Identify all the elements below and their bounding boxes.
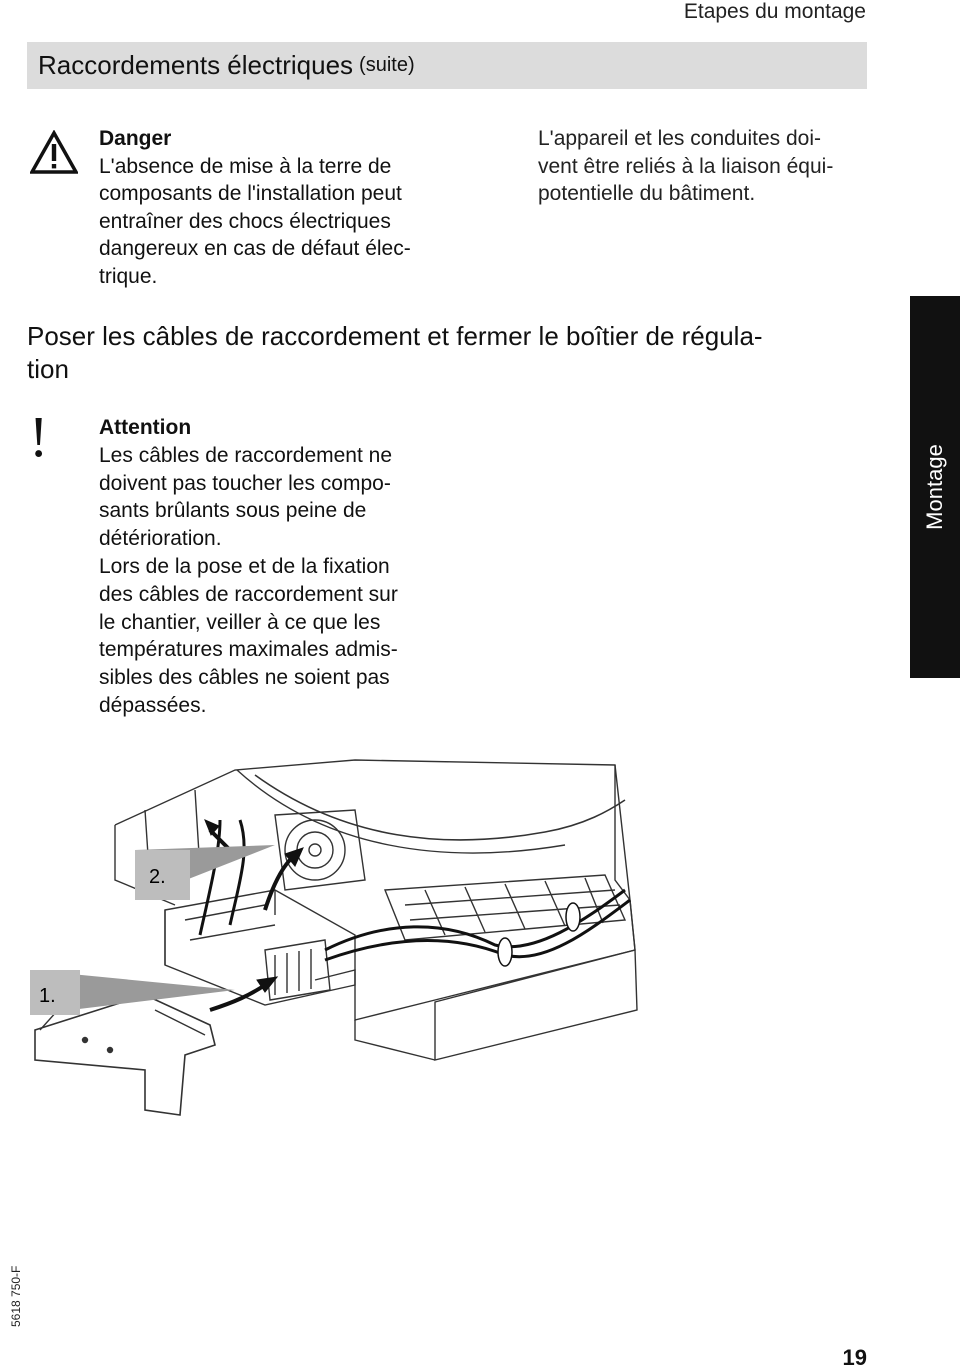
attention-line: doivent pas toucher les compo- (99, 471, 391, 495)
attention-line: des câbles de raccordement sur (99, 582, 398, 606)
installation-illustration (25, 740, 690, 1130)
attention-heading: Attention (99, 416, 192, 439)
danger-notice (99, 125, 439, 291)
equipotential-line: L'appareil et les conduites doi- (538, 127, 822, 150)
attention-line: détérioration. (99, 527, 222, 551)
chapter-side-tab (910, 296, 960, 678)
document-code: 5618 750-F (9, 1265, 23, 1327)
callout-label-2: 2. (149, 866, 166, 888)
attention-line: sibles des câbles ne soient pas (99, 666, 390, 690)
attention-line: températures maximales admis- (99, 638, 398, 662)
danger-line: L'absence de mise à la terre de (99, 154, 392, 178)
attention-line: le chantier, veiller à ce que les (99, 610, 381, 634)
danger-line: composants de l'installation peut (99, 182, 402, 206)
chapter-side-tab-label: Montage (922, 444, 947, 530)
attention-line: Les câbles de raccordement ne (99, 443, 393, 467)
danger-line: entraîner des chocs électriques (99, 209, 391, 233)
attention-line: sants brûlants sous peine de (99, 499, 367, 523)
running-head: Etapes du montage (683, 0, 866, 23)
page-title-suffix: (suite) (359, 54, 415, 76)
section-heading-line: Poser les câbles de raccordement et fermer le boîtier de régula- (27, 321, 763, 351)
equipotential-line: vent être reliés à la liaison équi- (538, 154, 834, 178)
page-title: Raccordements électriques (38, 50, 354, 80)
danger-heading: Danger (99, 127, 172, 150)
warning-triangle-icon (30, 130, 78, 174)
exclamation-icon: ! (29, 404, 49, 469)
danger-line: dangereux en cas de défaut élec- (99, 237, 411, 261)
section-heading (27, 320, 872, 386)
page-number: 19 (842, 1345, 867, 1370)
equipotential-line: potentielle du bâtiment. (538, 182, 756, 206)
danger-line: trique. (99, 264, 158, 288)
attention-line: dépassées. (99, 693, 207, 717)
attention-line: Lors de la pose et de la fixation (99, 554, 390, 578)
equipotential-note (538, 125, 868, 208)
attention-notice (99, 414, 429, 720)
section-heading-line: tion (27, 354, 69, 384)
callout-label-1: 1. (39, 985, 56, 1007)
section-title-bar (27, 42, 867, 89)
